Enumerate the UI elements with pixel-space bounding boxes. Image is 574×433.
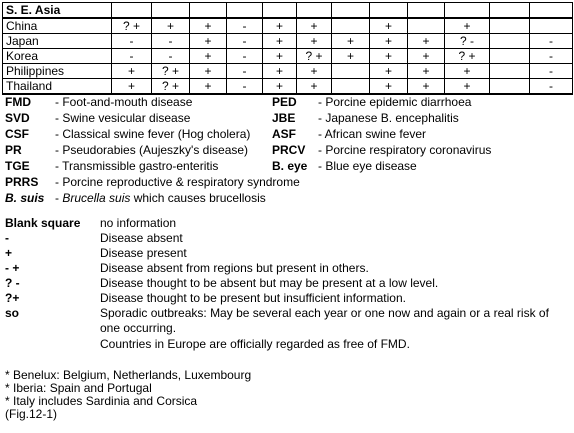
status-cell [490, 79, 530, 95]
abbreviation-text2: - Japanese B. encephalitis [318, 111, 459, 125]
status-cell: ? + [297, 49, 332, 64]
status-cell: + [332, 49, 370, 64]
legend-row [5, 291, 570, 305]
legend-text: Disease thought to be absent but may be present at a low level. [100, 276, 439, 290]
status-cell: - [152, 49, 190, 64]
status-cell: - [227, 49, 263, 64]
status-cell [332, 64, 370, 79]
legend-key: ? - [5, 276, 20, 290]
legend-europe-note: Countries in Europe are officially regarded as free of FMD. [100, 337, 410, 351]
status-cell: - [227, 34, 263, 49]
abbreviation-row-bsuis [5, 191, 570, 205]
status-cell: + [445, 18, 490, 34]
status-cell: + [297, 34, 332, 49]
abbreviation-text: - Swine vesicular disease [55, 111, 191, 125]
status-cell: + [408, 79, 445, 95]
status-cell: - [227, 64, 263, 79]
country-name: Japan [3, 34, 112, 49]
country-name: Thailand [3, 79, 112, 95]
abbreviation-text: - Foot-and-mouth disease [55, 95, 193, 109]
status-cell: ? + [112, 18, 152, 34]
status-cell: ? + [152, 64, 190, 79]
table-row [3, 49, 573, 64]
abbreviation-text2: - Porcine epidemic diarrhoea [318, 95, 472, 109]
status-cell: + [263, 79, 297, 95]
status-cell: + [408, 64, 445, 79]
status-cell: + [263, 34, 297, 49]
status-cell: - [530, 64, 573, 79]
legend-row [5, 231, 570, 245]
abbreviation-key: CSF [5, 127, 29, 141]
status-cell: - [112, 34, 152, 49]
footnote: * Iberia: Spain and Portugal [5, 381, 152, 395]
legend-key: Blank square [5, 216, 81, 230]
legend-text: Sporadic outbreaks: May be several each year or one now and again or a real risk of one occurring. [100, 306, 549, 335]
status-cell [490, 64, 530, 79]
status-cell: ? + [152, 79, 190, 95]
abbreviation-key2: PRCV [272, 143, 306, 157]
abbreviation-text2: - African swine fever [318, 127, 427, 141]
status-cell: + [445, 64, 490, 79]
abbreviation-text [55, 191, 266, 205]
status-cell: - [227, 79, 263, 95]
abbreviation-key2: JBE [272, 111, 296, 125]
abbreviation-key: TGE [5, 159, 30, 173]
status-cell: + [408, 49, 445, 64]
abbreviation-row [5, 143, 570, 157]
status-cell: - [530, 34, 573, 49]
status-cell: + [408, 34, 445, 49]
status-cell: - [530, 49, 573, 64]
abbreviation-key: FMD [5, 95, 31, 109]
legend-key: ?+ [5, 291, 20, 305]
status-cell [490, 18, 530, 34]
abbreviation-text: - Pseudorabies (Aujeszky's disease) [55, 143, 249, 157]
status-cell [332, 18, 370, 34]
status-cell: + [445, 79, 490, 95]
abbreviation-key: PR [5, 143, 22, 157]
status-cell: - [112, 49, 152, 64]
abbreviation-row [5, 127, 570, 141]
status-cell: ? - [445, 34, 490, 49]
status-cell: + [263, 49, 297, 64]
legend-text: Disease absent [100, 231, 183, 245]
abbreviation-key: B. suis [5, 191, 45, 205]
footnote: * Italy includes Sardinia and Corsica [5, 394, 198, 408]
status-cell: - [152, 34, 190, 49]
status-cell: - [530, 79, 573, 95]
abbreviation-key: SVD [5, 111, 30, 125]
status-cell: + [370, 49, 408, 64]
table-row [3, 34, 573, 49]
country-name: China [3, 18, 112, 34]
disease-status-table [2, 2, 573, 95]
status-cell: + [332, 34, 370, 49]
abbreviation-key: PRRS [5, 175, 39, 189]
abbreviation-row [5, 159, 570, 173]
status-cell: + [370, 64, 408, 79]
table-row [3, 79, 573, 95]
status-cell: + [370, 79, 408, 95]
status-cell [490, 49, 530, 64]
status-cell [530, 18, 573, 34]
abbreviation-row [5, 175, 570, 189]
region-label: S. E. Asia [3, 3, 112, 19]
status-cell: + [152, 18, 190, 34]
status-cell: + [370, 34, 408, 49]
status-cell: + [190, 34, 227, 49]
footnotes [5, 369, 251, 421]
abbreviation-text: - Porcine reproductive & respiratory syndrome [55, 175, 300, 189]
status-cell [332, 79, 370, 95]
abbreviation-row [5, 95, 570, 109]
organism-name: Brucella suis [62, 191, 131, 205]
status-cell [490, 34, 530, 49]
status-cell: + [297, 18, 332, 34]
abbreviation-key2: PED [272, 95, 297, 109]
abbreviation-text: - Classical swine fever (Hog cholera) [55, 127, 251, 141]
status-cell: + [112, 64, 152, 79]
table-row [3, 18, 573, 34]
legend-text: Disease present [100, 246, 187, 260]
footnote: * Benelux: Belgium, Netherlands, Luxembourg [5, 368, 252, 382]
table-row [3, 64, 573, 79]
status-cell: + [190, 18, 227, 34]
status-cell: + [370, 18, 408, 34]
status-cell: + [263, 18, 297, 34]
abbreviation-text2: - Blue eye disease [318, 159, 417, 173]
status-cell: + [112, 79, 152, 95]
status-cell: - [227, 18, 263, 34]
legend-key: - + [5, 261, 20, 275]
footnote: (Fig.12-1) [5, 407, 58, 421]
legend-row [5, 216, 570, 230]
legend-text: Disease thought to be present but insufficient information. [100, 291, 406, 305]
abbreviation-row [5, 111, 570, 125]
abbreviation-text: - Transmissible gastro-enteritis [55, 159, 219, 173]
legend-key: - [5, 231, 9, 245]
status-cell: + [297, 79, 332, 95]
abbreviation-text2: - Porcine respiratory coronavirus [318, 143, 492, 157]
legend-key: so [5, 306, 20, 320]
legend-row [5, 246, 570, 260]
status-cell: + [190, 64, 227, 79]
abbreviation-key2: B. eye [272, 159, 308, 173]
dash: - [55, 191, 63, 205]
country-name: Philippines [3, 64, 112, 79]
legend-row [5, 261, 570, 275]
abbreviation-key2: ASF [272, 127, 296, 141]
country-name: Korea [3, 49, 112, 64]
legend-row [5, 306, 570, 335]
legend-text: Disease absent from regions but present in others. [100, 261, 369, 275]
table-header-row [3, 3, 573, 19]
description: which causes brucellosis [130, 191, 266, 205]
status-cell: ? + [445, 49, 490, 64]
status-cell: + [263, 64, 297, 79]
legend-row [5, 276, 570, 290]
status-cell: + [190, 49, 227, 64]
legend-key: + [5, 246, 13, 260]
status-cell: + [297, 64, 332, 79]
legend-text: no information [100, 216, 177, 230]
status-cell: + [190, 79, 227, 95]
status-cell [408, 18, 445, 34]
